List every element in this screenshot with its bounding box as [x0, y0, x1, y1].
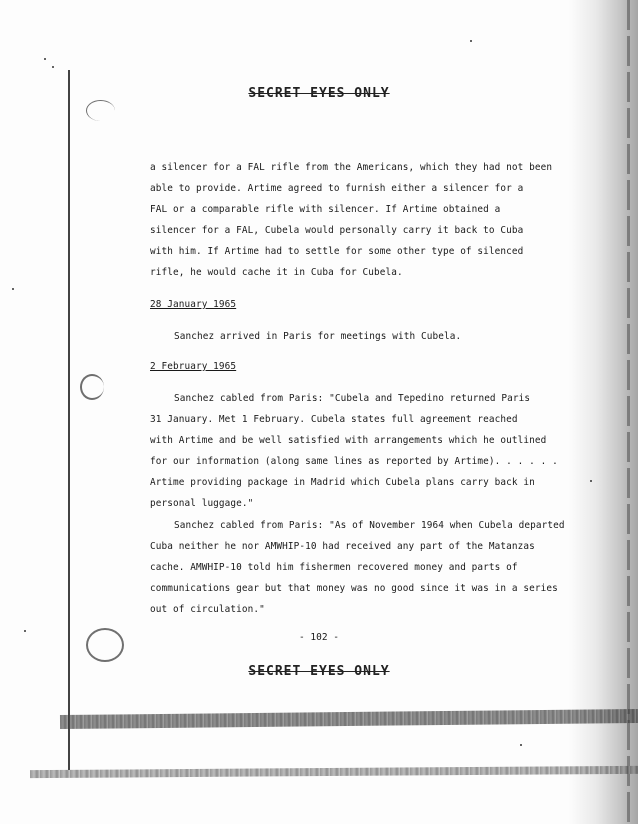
scan-edge-lines	[627, 0, 630, 824]
margin-mark-middle	[80, 374, 104, 400]
text-line: Cuba neither he nor AMWHIP-10 had received any part of the Matanzas	[150, 541, 535, 552]
text-line: able to provide. Artime agreed to furnish either a silencer for a	[150, 183, 524, 194]
scan-speck	[52, 66, 54, 68]
scan-speck	[590, 480, 592, 482]
text-line: silencer for a FAL, Cubela would personally carry it back to Cuba	[150, 225, 524, 236]
scan-speck	[520, 744, 522, 746]
scan-bottom-band-lower	[30, 766, 638, 778]
page-number: - 102 -	[298, 632, 340, 643]
text-line: for our information (along same lines as reported by Artime). . . . . .	[150, 456, 558, 467]
date-heading-2-february	[150, 356, 540, 377]
text-line: with Artime and be well satisfied with arrangements which he outlined	[150, 435, 547, 446]
text-line: out of circulation."	[150, 604, 265, 615]
text-line: FAL or a comparable rifle with silencer. If Artime obtained a	[150, 204, 501, 215]
section-heading: 28 January 1965	[150, 299, 237, 310]
text-line: cache. AMWHIP-10 told him fishermen recovered money and parts of	[150, 562, 518, 573]
text-line: rifle, he would cache it in Cuba for Cubela.	[150, 267, 403, 278]
top-classification-stamp: SECRET EYES ONLY	[248, 86, 390, 101]
paragraph-3	[150, 388, 558, 514]
text-line: personal luggage."	[150, 498, 254, 509]
scan-speck	[44, 58, 46, 60]
scan-speck	[470, 40, 472, 42]
text-line: Artime providing package in Madrid which Cubela plans carry back in	[150, 477, 535, 488]
section-heading: 2 February 1965	[150, 361, 237, 372]
text-line: Sanchez cabled from Paris: "As of November 1964 when Cubela departed	[174, 520, 565, 531]
text-line: with him. If Artime had to settle for some other type of silenced	[150, 246, 524, 257]
scan-speck	[24, 630, 26, 632]
text-line: 31 January. Met 1 February. Cubela states full agreement reached	[150, 414, 518, 425]
text-line: Sanchez cabled from Paris: "Cubela and Tepedino returned Paris	[174, 393, 531, 404]
margin-mark-top	[86, 100, 115, 121]
text-line: Sanchez arrived in Paris for meetings with Cubela.	[174, 331, 462, 342]
text-line: a silencer for a FAL rifle from the Americans, which they had not been	[150, 162, 553, 173]
scan-speck	[12, 288, 14, 290]
paragraph-2	[150, 326, 540, 347]
scan-bottom-band	[60, 709, 638, 729]
paragraph-4	[150, 515, 565, 620]
text-line: communications gear but that money was no good since it was in a series	[150, 583, 558, 594]
bottom-classification-stamp: SECRET EYES ONLY	[248, 664, 390, 679]
paragraph-1	[150, 157, 553, 283]
date-heading-28-january	[150, 294, 540, 315]
